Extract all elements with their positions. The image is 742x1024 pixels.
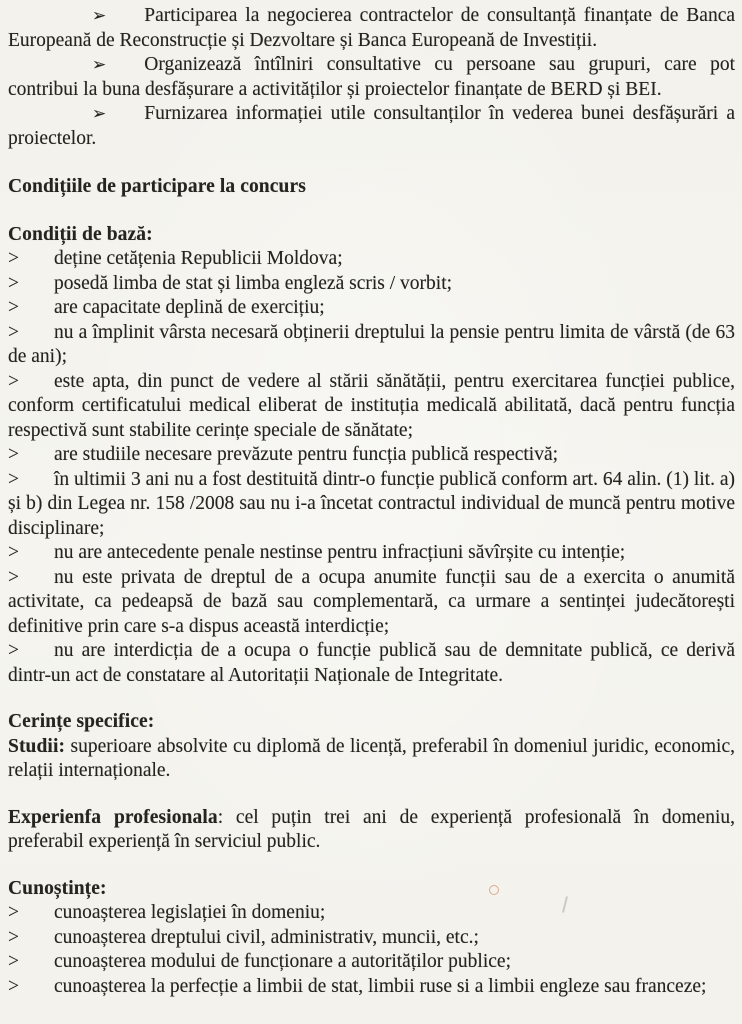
gt-bullet-icon: > — [8, 926, 19, 948]
list-item-text: Organizează întîlniri consultative cu persoane sau grupuri, care pot contribui la buna desfășurare a activităților și proiectelor finanțate de BERD și BEI. — [8, 54, 735, 100]
arrow-bullet-icon: ➢ — [92, 6, 107, 26]
list-item — [8, 272, 735, 297]
experience-paragraph — [8, 806, 735, 855]
experience-section — [8, 806, 735, 855]
scan-artifact-red-circle — [489, 885, 499, 895]
base-conditions-section — [8, 223, 735, 689]
gt-bullet-icon: > — [8, 640, 19, 661]
list-item — [8, 468, 735, 542]
gt-bullet-icon: > — [8, 975, 19, 997]
list-item — [8, 975, 735, 1000]
list-item — [8, 566, 735, 640]
gt-bullet-icon: > — [8, 951, 19, 972]
list-item-text: cunoașterea modului de funcționare a autorităților publice; — [54, 951, 511, 972]
list-item — [8, 321, 735, 370]
list-item — [8, 443, 735, 468]
list-item-text: cunoașterea dreptului civil, administrativ, muncii, etc.; — [54, 926, 479, 948]
studies-label: Studii: — [8, 735, 66, 757]
list-item — [8, 296, 735, 321]
gt-bullet-icon: > — [8, 566, 19, 588]
experience-text: : cel puțin trei ani de experiență profesională în domeniu, preferabil experiență în serviciul public. — [8, 806, 735, 852]
gt-bullet-icon: > — [8, 248, 19, 269]
intro-bullet-list — [8, 4, 735, 151]
studies-paragraph — [8, 735, 735, 784]
knowledge-section — [8, 877, 735, 1000]
list-item — [8, 950, 735, 975]
list-item-text: Furnizarea informației utile consultanților în vederea bunei desfășurări a proiectelor. — [8, 103, 735, 149]
list-item — [8, 370, 735, 444]
arrow-bullet-icon: ➢ — [92, 104, 107, 124]
gt-bullet-icon: > — [8, 370, 19, 392]
list-item-text: are studiile necesare prevăzute pentru funcția publică respectivă; — [54, 444, 559, 465]
gt-bullet-icon: > — [8, 902, 19, 923]
section-title: Condițiile de participare la concurs — [8, 176, 306, 197]
gt-bullet-icon: > — [8, 321, 19, 343]
list-item — [8, 926, 735, 951]
list-item-text: nu are interdicția de a ocupa o funcție publică sau de demnitate publică, ce derivă dintr-un act de constatare al Autoritații Naționale de Integritate. — [8, 640, 735, 686]
experience-label: Experienfa profesionala — [8, 806, 218, 828]
list-item — [8, 102, 735, 151]
specific-requirements-heading: Cerințe specifice: — [8, 711, 155, 732]
gt-bullet-icon: > — [8, 444, 19, 465]
gt-bullet-icon: > — [8, 272, 19, 294]
arrow-bullet-icon: ➢ — [92, 55, 107, 75]
list-item — [8, 247, 735, 272]
base-conditions-heading: Condiții de bază: — [8, 223, 153, 245]
list-item-text: cunoașterea legislației în domeniu; — [54, 902, 326, 923]
list-item-text: Participarea la negocierea contractelor de consultanță finanțate de Banca Europeană de Reconstrucție și Dezvoltare și Banca Europeană de Investiții. — [8, 5, 735, 51]
gt-bullet-icon: > — [8, 297, 19, 318]
list-item — [8, 4, 735, 53]
list-item-text: posedă limba de stat și limba engleză scris / vorbit; — [54, 272, 453, 294]
list-item-text: are capacitate deplină de exercițiu; — [54, 297, 325, 318]
list-item-text: nu este privata de dreptul de a ocupa anumite funcții sau de a exercita o anumită activitate, ca pedeapsă de bază sau complementară, ca urmare a sentinței judecătorești definitive prin care s-a dispus această interdicție; — [8, 566, 735, 637]
list-item-text: este apta, din punct de vedere al stării sănătății, pentru exercitarea funcției publice, conform certificatului medical eliberat de instituția medicală abilitată, dacă pentru funcția respectivă sunt stabilite cerințe speciale de sănătate; — [8, 370, 735, 441]
list-item-text: cunoașterea la perfecție a limbii de stat, limbii ruse si a limbii engleze sau franceze; — [54, 975, 707, 997]
gt-bullet-icon: > — [8, 468, 19, 490]
list-item-text: nu are antecedente penale nestinse pentru infracțiuni săvîrșite cu intenție; — [54, 542, 626, 563]
list-item-text: nu a împlinit vârsta necesară obținerii dreptului la pensie pentru limita de vârstă (de 63 de ani); — [8, 321, 735, 367]
specific-requirements-section — [8, 710, 735, 784]
studies-text: superioare absolvite cu diplomă de licență, preferabil în domeniul juridic, economic, relații internaționale. — [8, 735, 735, 781]
list-item — [8, 541, 735, 566]
knowledge-heading: Cunoștințe: — [8, 877, 107, 899]
list-item — [8, 901, 735, 926]
list-item — [8, 53, 735, 102]
list-item — [8, 639, 735, 688]
list-item-text: deține cetățenia Republicii Moldova; — [54, 248, 343, 269]
list-item-text: în ultimii 3 ani nu a fost destituită dintr-o funcție publică conform art. 64 alin. (1) lit. a) și b) din Legea nr. 158 /2008 sau nu i-a încetat contractul individual de muncă pentru motive disciplinare; — [8, 468, 735, 539]
gt-bullet-icon: > — [8, 542, 19, 563]
